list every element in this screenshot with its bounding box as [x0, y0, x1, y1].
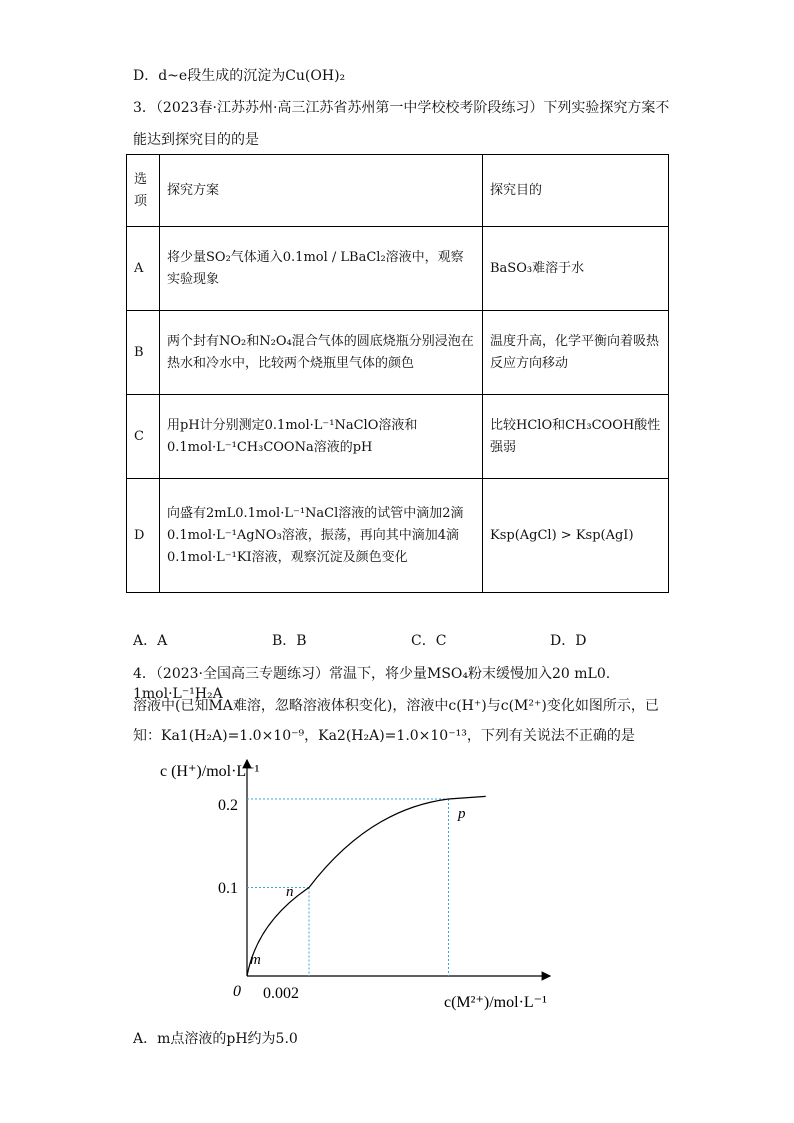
origin-label: 0 [233, 983, 241, 1000]
question-3-title-cont: 能达到探究目的的是 [133, 132, 259, 148]
row-goal: Ksp(AgCl) > Ksp(AgI) [483, 479, 669, 593]
question-4-line2: 溶液中(已知MA难溶，忽略溶液体积变化)，溶液中c(H⁺)与c(M²⁺)变化如图所示，已 [133, 698, 659, 714]
row-plan: 两个封有NO₂和N₂O₄混合气体的圆底烧瓶分别浸泡在热水和冷水中，比较两个烧瓶里气体的颜色 [160, 311, 483, 395]
question-3-title: 3．（2023春·江苏苏州·高三江苏省苏州第一中学校校考阶段练习）下列实验探究方案不 [133, 100, 670, 116]
choice-b[interactable]: B．B [272, 633, 307, 649]
point-label-p: p [458, 806, 466, 822]
row-plan: 向盛有2mL0.1mol·L⁻¹NaCl溶液的试管中滴加2滴0.1mol·L⁻¹AgNO₃溶液，振荡，再向其中滴加4滴0.1mol·L⁻¹KI溶液，观察沉淀及颜色变化 [160, 479, 483, 593]
choice-c[interactable]: C．C [411, 633, 447, 649]
point-label-m: m [250, 952, 261, 968]
previous-option-d: D．d~e段生成的沉淀为Cu(OH)₂ [133, 68, 346, 84]
question-4-option-a: A．m点溶液的pH约为5.0 [133, 1031, 298, 1047]
header-goal: 探究目的 [483, 155, 669, 227]
row-option: D [127, 479, 160, 593]
row-goal: BaSO₃难溶于水 [483, 227, 669, 311]
question-4-line3: 知：Ka1(H₂A)=1.0×10⁻⁹，Ka2(H₂A)=1.0×10⁻¹³，下列有关说法不正确的是 [133, 728, 635, 744]
row-plan: 用pH计分别测定0.1mol·L⁻¹NaClO溶液和0.1mol·L⁻¹CH₃COONa溶液的pH [160, 395, 483, 479]
choice-a[interactable]: A．A [133, 633, 168, 649]
question-4-line1: 4．（2023·全国高三专题练习）常温下，将少量MSO₄粉末缓慢加入20 mL0. 1mol·L⁻¹H₂A [133, 666, 611, 702]
x-axis-label: c(M²⁺)/mol·L⁻¹ [444, 994, 547, 1011]
y-tick-0.2: 0.2 [218, 797, 238, 814]
row-option: A [127, 227, 160, 311]
y-axis-label: c (H⁺)/mol·L⁻¹ [160, 763, 260, 780]
x-tick-0.002: 0.002 [263, 985, 299, 1002]
choice-d[interactable]: D．D [550, 633, 587, 649]
series-line [247, 796, 486, 976]
header-option: 选项 [127, 155, 160, 227]
row-option: B [127, 311, 160, 395]
point-label-n: n [286, 884, 294, 900]
row-option: C [127, 395, 160, 479]
row-plan: 将少量SO₂气体通入0.1mol / LBaCl₂溶液中，观察实验现象 [160, 227, 483, 311]
y-tick-0.1: 0.1 [218, 880, 238, 897]
row-goal: 比较HClO和CH₃COOH酸性强弱 [483, 395, 669, 479]
header-plan: 探究方案 [160, 155, 483, 227]
row-goal: 温度升高，化学平衡向着吸热反应方向移动 [483, 311, 669, 395]
